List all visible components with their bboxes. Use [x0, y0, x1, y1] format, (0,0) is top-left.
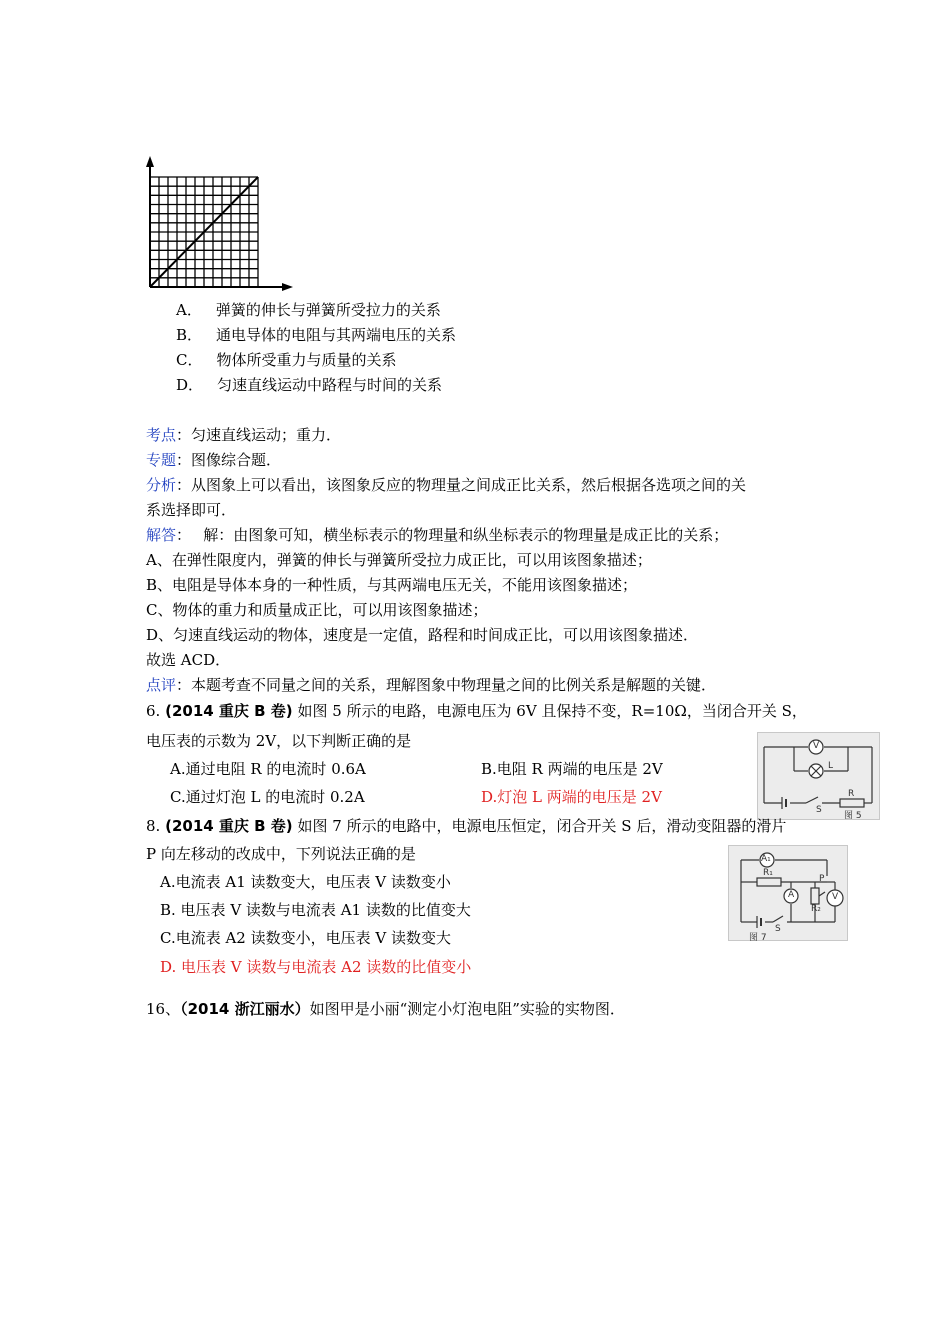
q6-stem-line1: 6. (2014 重庆 B 卷) 如图 5 所示的电路，电源电压为 6V 且保持不变，R=10Ω，当闭合开关 S， [146, 702, 807, 720]
q8-option-d: D. 电压表 V 读数与电流表 A2 读数的比值变小 [160, 958, 472, 976]
fig5-lamp-label: L [828, 761, 834, 771]
answer-line-a: A、在弹性限度内，弹簧的伸长与弹簧所受拉力成正比，可以用该图象描述； [146, 551, 652, 569]
fig7-v-label: V [832, 892, 839, 902]
fig7-s-label: S [775, 924, 781, 934]
fenxi-line-2: 系选择即可． [146, 501, 237, 519]
fig7-r2-label: R₂ [811, 904, 821, 914]
q8-stem-line2: P 向左移动的改成中，下列说法正确的是 [146, 845, 416, 863]
answer-line-c: C、物体的重力和质量成正比，可以用该图象描述； [146, 601, 488, 619]
q8-option-b: B. 电压表 V 读数与电流表 A1 读数的比值变大 [160, 901, 471, 919]
figure-5-circuit [757, 732, 880, 820]
option-a: A． 弹簧的伸长与弹簧所受拉力的关系 [176, 301, 441, 319]
fig7-r1-label: R₁ [763, 868, 773, 878]
zhuanti-line: 专题：图像综合题． [146, 451, 282, 469]
option-b: B． 通电导体的电阻与其两端电压的关系 [176, 326, 457, 344]
q16-stem: 16、（2014 浙江丽水）如图甲是小丽“测定小灯泡电阻”实验的实物图． [146, 1000, 625, 1018]
dianping-line: 点评：本题考查不同量之间的关系，理解图象中物理量之间的比例关系是解题的关键． [146, 676, 717, 694]
q6-option-a: A.通过电阻 R 的电流时 0.6A [170, 760, 366, 778]
q6-option-c: C.通过灯泡 L 的电流时 0.2A [170, 788, 365, 806]
q6-option-b: B.电阻 R 两端的电压是 2V [481, 760, 663, 778]
q8-option-c: C.电流表 A2 读数变小，电压表 V 读数变大 [160, 929, 451, 947]
fig5-switch-label: S [816, 805, 822, 815]
jieda-line: 解答： 解：由图象可知，横坐标表示的物理量和纵坐标表示的物理量是成正比的关系； [146, 526, 729, 544]
fig7-a1-label: A₁ [761, 854, 771, 864]
fig7-p-label: P [819, 874, 825, 884]
q6-option-d: D.灯泡 L 两端的电压是 2V [481, 788, 662, 806]
q8-option-a: A.电流表 A1 读数变大，电压表 V 读数变小 [160, 873, 451, 891]
q8-stem-line1: 8. (2014 重庆 B 卷) 如图 7 所示的电路中，电源电压恒定，闭合开关 S 后，滑动变阻器的滑片 [146, 817, 787, 835]
proportional-graph [0, 0, 300, 295]
figure-7-circuit [728, 845, 848, 941]
q6-stem-line2: 电压表的示数为 2V，以下判断正确的是 [146, 732, 412, 750]
option-d: D． 匀速直线运动中路程与时间的关系 [176, 376, 443, 394]
answer-choice: 故选 ACD． [146, 651, 231, 669]
kaodian-line: 考点：匀速直线运动；重力． [146, 426, 342, 444]
fig5-resistor-label: R [848, 789, 855, 799]
fig5-caption: 图 5 [844, 811, 862, 821]
fenxi-line: 分析：从图象上可以看出，该图象反应的物理量之间成正比关系，然后根据各选项之间的关 [146, 476, 747, 494]
answer-line-b: B、电阻是导体本身的一种性质，与其两端电压无关，不能用该图象描述； [146, 576, 638, 594]
fig7-caption: 图 7 [749, 933, 767, 943]
fig5-voltmeter-label: V [813, 741, 820, 751]
answer-line-d: D、匀速直线运动的物体，速度是一定值，路程和时间成正比，可以用该图象描述． [146, 626, 699, 644]
option-c: C． 物体所受重力与质量的关系 [176, 351, 397, 369]
fig7-a-label: A [788, 890, 795, 900]
